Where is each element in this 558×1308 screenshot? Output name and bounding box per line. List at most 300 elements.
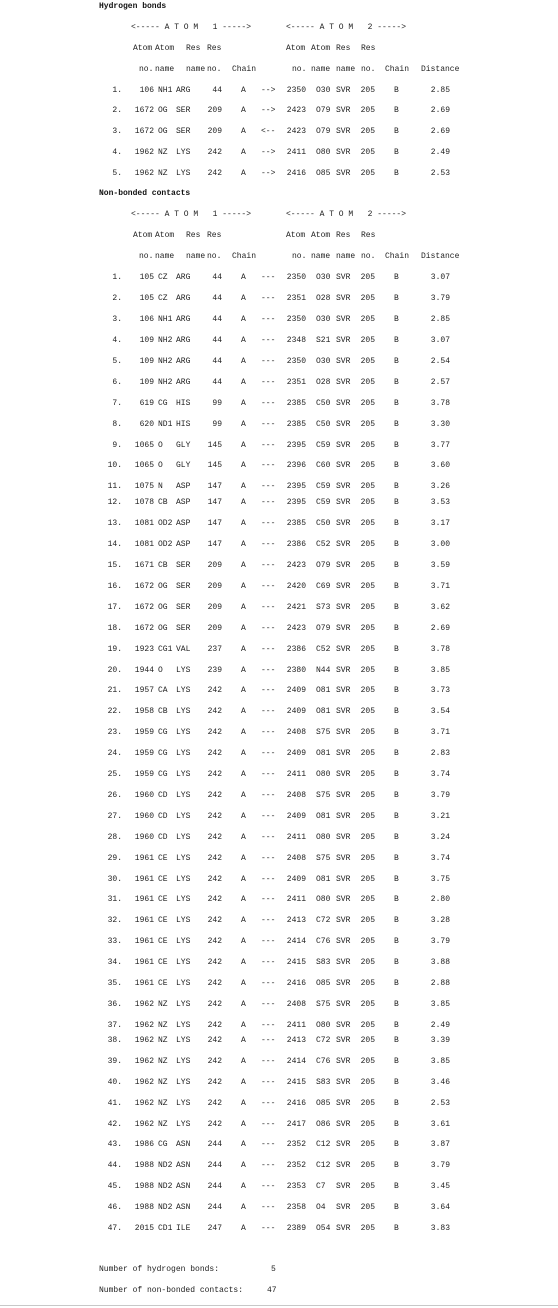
- contact-cell-arrow: ---: [261, 624, 276, 633]
- contact-cell-n: 2.: [112, 294, 122, 303]
- contact-cell-r1: LYS: [176, 979, 191, 988]
- contact-cell-c2: B: [394, 770, 399, 779]
- contact-cell-r1: ASN: [176, 1140, 191, 1149]
- contact-cell-n2: O80: [316, 833, 331, 842]
- contact-cell-d: 3.71: [430, 728, 450, 737]
- col-header-distance: Distance: [421, 65, 460, 74]
- contact-cell-arrow: ---: [261, 1099, 276, 1108]
- contact-cell-r1: ASP: [176, 482, 191, 491]
- contact-cell-rn1: 244: [207, 1203, 222, 1212]
- contact-cell-n2: O28: [316, 294, 331, 303]
- contact-cell-c1: A: [241, 357, 246, 366]
- contact-cell-a2: 2415: [286, 958, 306, 967]
- col-header-name: name: [155, 65, 175, 74]
- contact-cell-c2: B: [394, 378, 399, 387]
- contact-cell-rn1: 147: [207, 498, 222, 507]
- contact-cell-a2: 2423: [286, 561, 306, 570]
- contact-cell-arrow: ---: [261, 937, 276, 946]
- contact-cell-n: 18.: [107, 624, 122, 633]
- contact-cell-n1: O: [158, 441, 163, 450]
- hbond-cell-r1: LYS: [176, 169, 191, 178]
- contact-cell-arrow: ---: [261, 294, 276, 303]
- contact-cell-d: 3.83: [430, 1224, 450, 1233]
- col-header-atom2: Atom: [286, 231, 306, 240]
- contact-cell-n1: NZ: [158, 1099, 168, 1108]
- hbond-cell-r2: SVR: [336, 169, 351, 178]
- contact-cell-c2: B: [394, 498, 399, 507]
- col-header-res-no: Res: [207, 231, 222, 240]
- contact-cell-d: 3.60: [430, 461, 450, 470]
- contact-cell-rn1: 247: [207, 1224, 222, 1233]
- contact-cell-a1: 1075: [134, 482, 154, 491]
- contact-cell-r1: ARG: [176, 357, 191, 366]
- contact-cell-a2: 2385: [286, 399, 306, 408]
- contact-cell-d: 3.64: [430, 1203, 450, 1212]
- contact-cell-d: 3.07: [430, 273, 450, 282]
- contact-cell-n1: CA: [158, 686, 168, 695]
- contact-cell-a1: 106: [139, 315, 154, 324]
- contact-cell-r1: SER: [176, 624, 191, 633]
- atom2-header: <----- A T O M 2 ----->: [286, 23, 407, 32]
- contact-cell-arrow: ---: [261, 666, 276, 675]
- hbond-cell-n1: OG: [158, 127, 168, 136]
- contact-cell-n1: CG: [158, 728, 168, 737]
- contact-cell-n: 11.: [107, 482, 122, 491]
- contact-cell-a1: 1081: [134, 540, 154, 549]
- contact-cell-c1: A: [241, 482, 246, 491]
- contact-cell-d: 3.85: [430, 1000, 450, 1009]
- contact-cell-a2: 2417: [286, 1120, 306, 1129]
- contact-cell-n2: C76: [316, 1057, 331, 1066]
- col-header-distance: Distance: [421, 252, 460, 261]
- hbond-cell-a2: 2411: [286, 148, 306, 157]
- contact-cell-arrow: ---: [261, 357, 276, 366]
- hbond-cell-c1: A: [241, 127, 246, 136]
- contact-cell-r2: SVR: [336, 645, 351, 654]
- contact-cell-r2: SVR: [336, 461, 351, 470]
- contact-cell-rn1: 244: [207, 1182, 222, 1191]
- contact-cell-arrow: ---: [261, 540, 276, 549]
- contact-cell-n2: O81: [316, 707, 331, 716]
- contact-cell-a2: 2413: [286, 916, 306, 925]
- hbond-cell-a1: 1672: [134, 106, 154, 115]
- col-header-resno2: no.: [361, 252, 376, 261]
- contact-cell-c1: A: [241, 378, 246, 387]
- contact-cell-r1: LYS: [176, 728, 191, 737]
- hbond-cell-arrow: -->: [261, 86, 276, 95]
- col-header-name2: name: [311, 252, 331, 261]
- hbond-cell-n2: O80: [316, 148, 331, 157]
- contact-cell-a2: 2423: [286, 624, 306, 633]
- contact-cell-n: 22.: [107, 707, 122, 716]
- contact-cell-rn1: 242: [207, 833, 222, 842]
- contact-cell-a1: 1960: [134, 833, 154, 842]
- contact-cell-r2: SVR: [336, 1057, 351, 1066]
- contact-cell-n: 28.: [107, 833, 122, 842]
- contact-cell-rn2: 205: [360, 273, 375, 282]
- contact-cell-rn1: 147: [207, 540, 222, 549]
- contact-cell-n2: O80: [316, 1021, 331, 1030]
- contact-cell-rn2: 205: [360, 399, 375, 408]
- contact-cell-arrow: ---: [261, 482, 276, 491]
- contact-cell-r2: SVR: [336, 1224, 351, 1233]
- contact-cell-r2: SVR: [336, 1120, 351, 1129]
- hbond-cell-arrow: -->: [261, 148, 276, 157]
- hbond-cell-c2: B: [394, 169, 399, 178]
- contact-cell-r1: SER: [176, 603, 191, 612]
- contact-cell-r2: SVR: [336, 916, 351, 925]
- contact-cell-c1: A: [241, 812, 246, 821]
- contact-cell-n1: CE: [158, 854, 168, 863]
- contact-cell-d: 3.79: [430, 1161, 450, 1170]
- contact-cell-r2: SVR: [336, 624, 351, 633]
- contact-cell-n: 14.: [107, 540, 122, 549]
- contact-cell-n1: CG: [158, 749, 168, 758]
- contact-cell-d: 3.79: [430, 294, 450, 303]
- contact-cell-a2: 2395: [286, 482, 306, 491]
- contact-cell-r2: SVR: [336, 833, 351, 842]
- contact-cell-r2: SVR: [336, 937, 351, 946]
- contact-cell-c1: A: [241, 686, 246, 695]
- contact-cell-rn2: 205: [360, 686, 375, 695]
- contact-cell-rn1: 145: [207, 461, 222, 470]
- hbond-cell-rn2: 205: [360, 106, 375, 115]
- contact-cell-rn2: 205: [360, 1182, 375, 1191]
- contact-cell-rn2: 205: [360, 833, 375, 842]
- contact-cell-a1: 1962: [134, 1000, 154, 1009]
- contact-cell-a2: 2421: [286, 603, 306, 612]
- contact-cell-c1: A: [241, 1120, 246, 1129]
- contact-cell-n2: C72: [316, 916, 331, 925]
- contact-cell-rn1: 242: [207, 1021, 222, 1030]
- contact-cell-a1: 620: [139, 420, 154, 429]
- contact-cell-n1: CD: [158, 812, 168, 821]
- contact-cell-n: 31.: [107, 895, 122, 904]
- contact-cell-r1: ARG: [176, 315, 191, 324]
- contact-cell-n1: OG: [158, 582, 168, 591]
- contact-cell-rn2: 205: [360, 854, 375, 863]
- contact-cell-n2: N44: [316, 666, 331, 675]
- contact-cell-rn1: 209: [207, 603, 222, 612]
- contact-cell-r2: SVR: [336, 1078, 351, 1087]
- hbond-cell-c2: B: [394, 148, 399, 157]
- contact-cell-n: 17.: [107, 603, 122, 612]
- contact-cell-a1: 1672: [134, 603, 154, 612]
- contact-cell-c1: A: [241, 498, 246, 507]
- contact-cell-c2: B: [394, 958, 399, 967]
- contact-cell-a1: 1957: [134, 686, 154, 695]
- hbond-cell-n2: O79: [316, 127, 331, 136]
- contact-cell-n1: N: [158, 482, 163, 491]
- contact-cell-arrow: ---: [261, 519, 276, 528]
- contact-cell-c1: A: [241, 315, 246, 324]
- contact-cell-n2: S75: [316, 791, 331, 800]
- contact-cell-arrow: ---: [261, 791, 276, 800]
- contact-cell-r1: ARG: [176, 294, 191, 303]
- contact-cell-n: 20.: [107, 666, 122, 675]
- contact-cell-n: 27.: [107, 812, 122, 821]
- contact-cell-a2: 2409: [286, 707, 306, 716]
- contact-cell-a1: 2015: [134, 1224, 154, 1233]
- contact-cell-c1: A: [241, 603, 246, 612]
- contact-cell-r1: LYS: [176, 895, 191, 904]
- contact-cell-rn2: 205: [360, 1078, 375, 1087]
- contact-cell-n: 15.: [107, 561, 122, 570]
- contact-cell-n2: O30: [316, 273, 331, 282]
- hbond-cell-n2: O30: [316, 86, 331, 95]
- col-header-res2: Res: [336, 44, 351, 53]
- contact-cell-n: 16.: [107, 582, 122, 591]
- contact-cell-n: 43.: [107, 1140, 122, 1149]
- atom1-header: <----- A T O M 1 ----->: [131, 23, 252, 32]
- atom2-header: <----- A T O M 2 ----->: [286, 210, 407, 219]
- contact-cell-r1: VAL: [176, 645, 191, 654]
- contact-cell-arrow: ---: [261, 1161, 276, 1170]
- contact-cell-n2: S75: [316, 1000, 331, 1009]
- contact-cell-r2: SVR: [336, 728, 351, 737]
- contact-cell-n: 29.: [107, 854, 122, 863]
- hbond-cell-a1: 106: [139, 86, 154, 95]
- hbond-cell-d: 2.85: [430, 86, 450, 95]
- contact-cell-rn1: 242: [207, 958, 222, 967]
- hbond-cell-r1: SER: [176, 106, 191, 115]
- contact-cell-n1: CG: [158, 399, 168, 408]
- contact-cell-rn1: 242: [207, 686, 222, 695]
- contact-cell-a2: 2416: [286, 979, 306, 988]
- col-header-res-no: Res: [207, 44, 222, 53]
- contact-cell-n: 46.: [107, 1203, 122, 1212]
- contact-cell-c2: B: [394, 1203, 399, 1212]
- contact-cell-n1: CD: [158, 833, 168, 842]
- contact-cell-a1: 1672: [134, 624, 154, 633]
- contact-cell-rn2: 205: [360, 1057, 375, 1066]
- contact-cell-n2: S83: [316, 958, 331, 967]
- contact-cell-rn1: 242: [207, 749, 222, 758]
- contact-cell-rn2: 205: [360, 1120, 375, 1129]
- contact-cell-n1: ND2: [158, 1161, 173, 1170]
- contact-cell-n1: NH2: [158, 336, 173, 345]
- contact-cell-a1: 109: [139, 378, 154, 387]
- col-header-resno2: no.: [361, 65, 376, 74]
- contact-cell-rn2: 205: [360, 519, 375, 528]
- contact-cell-a2: 2380: [286, 666, 306, 675]
- contact-cell-a2: 2411: [286, 833, 306, 842]
- contact-cell-c1: A: [241, 1078, 246, 1087]
- contact-cell-r1: LYS: [176, 854, 191, 863]
- contact-cell-c2: B: [394, 294, 399, 303]
- contact-cell-n1: OG: [158, 624, 168, 633]
- contact-cell-rn2: 205: [360, 561, 375, 570]
- contact-cell-r2: SVR: [336, 1182, 351, 1191]
- contact-cell-n: 33.: [107, 937, 122, 946]
- hbond-cell-a2: 2423: [286, 127, 306, 136]
- hbond-cell-n: 2.: [112, 106, 122, 115]
- contact-cell-arrow: ---: [261, 707, 276, 716]
- contact-cell-c1: A: [241, 399, 246, 408]
- contact-cell-r1: ASN: [176, 1203, 191, 1212]
- contact-cell-n1: O: [158, 666, 163, 675]
- contact-cell-a2: 2411: [286, 1021, 306, 1030]
- contact-cell-c2: B: [394, 482, 399, 491]
- contact-cell-a2: 2350: [286, 273, 306, 282]
- contact-cell-r1: LYS: [176, 1000, 191, 1009]
- contact-cell-n1: CE: [158, 958, 168, 967]
- contact-cell-c2: B: [394, 1000, 399, 1009]
- contact-cell-a1: 1081: [134, 519, 154, 528]
- hbond-cell-c1: A: [241, 106, 246, 115]
- contact-cell-d: 2.49: [430, 1021, 450, 1030]
- contact-cell-a1: 1962: [134, 1057, 154, 1066]
- contact-cell-n2: S21: [316, 336, 331, 345]
- contact-cell-r2: SVR: [336, 399, 351, 408]
- contact-cell-c1: A: [241, 895, 246, 904]
- contact-cell-rn1: 242: [207, 707, 222, 716]
- hbonds-count-value: 5: [271, 1265, 276, 1274]
- contact-cell-c2: B: [394, 686, 399, 695]
- hbond-cell-rn2: 205: [360, 169, 375, 178]
- contact-cell-rn2: 205: [360, 770, 375, 779]
- contact-cell-a2: 2420: [286, 582, 306, 591]
- contact-cell-c2: B: [394, 399, 399, 408]
- contact-cell-d: 3.71: [430, 582, 450, 591]
- hbond-cell-arrow: <--: [261, 127, 276, 136]
- contact-cell-arrow: ---: [261, 315, 276, 324]
- hbond-cell-a2: 2416: [286, 169, 306, 178]
- contact-cell-arrow: ---: [261, 645, 276, 654]
- contact-cell-c2: B: [394, 916, 399, 925]
- contact-cell-c1: A: [241, 707, 246, 716]
- contact-cell-r2: SVR: [336, 315, 351, 324]
- contact-cell-rn2: 205: [360, 624, 375, 633]
- contact-cell-r2: SVR: [336, 482, 351, 491]
- contact-cell-a1: 1959: [134, 728, 154, 737]
- contact-cell-r1: LYS: [176, 1078, 191, 1087]
- contact-cell-n1: NZ: [158, 1078, 168, 1087]
- contact-cell-r1: HIS: [176, 420, 191, 429]
- contact-cell-arrow: ---: [261, 561, 276, 570]
- contact-cell-rn2: 205: [360, 1036, 375, 1045]
- contact-cell-r1: LYS: [176, 707, 191, 716]
- contact-cell-d: 2.85: [430, 315, 450, 324]
- contact-cell-c1: A: [241, 1099, 246, 1108]
- contact-cell-rn1: 99: [212, 399, 222, 408]
- contact-cell-n1: CE: [158, 979, 168, 988]
- contact-cell-n: 10.: [107, 461, 122, 470]
- contact-cell-c2: B: [394, 728, 399, 737]
- contact-cell-c2: B: [394, 1182, 399, 1191]
- contact-cell-n1: NH2: [158, 378, 173, 387]
- hbond-cell-d: 2.69: [430, 106, 450, 115]
- contact-cell-r2: SVR: [336, 273, 351, 282]
- contact-cell-n2: C72: [316, 1036, 331, 1045]
- hbond-cell-a2: 2350: [286, 86, 306, 95]
- contact-cell-n2: O28: [316, 378, 331, 387]
- contact-cell-arrow: ---: [261, 273, 276, 282]
- contact-cell-c2: B: [394, 603, 399, 612]
- hbond-cell-n: 4.: [112, 148, 122, 157]
- contact-cell-c2: B: [394, 1120, 399, 1129]
- contact-cell-n2: C60: [316, 461, 331, 470]
- contact-cell-n: 36.: [107, 1000, 122, 1009]
- contact-cell-rn1: 242: [207, 1078, 222, 1087]
- contact-cell-rn1: 44: [212, 357, 222, 366]
- contact-cell-c2: B: [394, 875, 399, 884]
- contact-cell-c1: A: [241, 728, 246, 737]
- contact-cell-c2: B: [394, 540, 399, 549]
- contact-cell-r2: SVR: [336, 1099, 351, 1108]
- contact-cell-n2: C7: [316, 1182, 326, 1191]
- contact-cell-d: 3.74: [430, 770, 450, 779]
- contact-cell-rn1: 147: [207, 482, 222, 491]
- contact-cell-d: 3.54: [430, 707, 450, 716]
- contact-cell-c2: B: [394, 749, 399, 758]
- col-header-resname2: name: [336, 65, 356, 74]
- contact-cell-n: 5.: [112, 357, 122, 366]
- contact-cell-a1: 1959: [134, 770, 154, 779]
- contact-cell-c1: A: [241, 1203, 246, 1212]
- contact-cell-r1: ASN: [176, 1182, 191, 1191]
- contact-cell-a2: 2395: [286, 441, 306, 450]
- contact-cell-n: 37.: [107, 1021, 122, 1030]
- contact-cell-a1: 1958: [134, 707, 154, 716]
- contact-cell-arrow: ---: [261, 916, 276, 925]
- contact-cell-rn1: 242: [207, 812, 222, 821]
- contact-cell-n: 34.: [107, 958, 122, 967]
- contact-cell-rn1: 244: [207, 1161, 222, 1170]
- contact-cell-c1: A: [241, 875, 246, 884]
- contact-cell-c1: A: [241, 273, 246, 282]
- contact-cell-c2: B: [394, 441, 399, 450]
- contact-cell-n1: NZ: [158, 1120, 168, 1129]
- contact-cell-rn1: 44: [212, 378, 222, 387]
- hbond-cell-a1: 1962: [134, 169, 154, 178]
- contact-cell-r1: LYS: [176, 1021, 191, 1030]
- contact-cell-a2: 2413: [286, 1036, 306, 1045]
- contact-cell-c1: A: [241, 833, 246, 842]
- contact-cell-a2: 2408: [286, 1000, 306, 1009]
- hbonds-title: Hydrogen bonds: [99, 2, 167, 11]
- contact-cell-r2: SVR: [336, 958, 351, 967]
- contact-cell-rn2: 205: [360, 707, 375, 716]
- contact-cell-a2: 2396: [286, 461, 306, 470]
- contact-cell-d: 2.83: [430, 749, 450, 758]
- contact-cell-n1: NZ: [158, 1000, 168, 1009]
- contact-cell-n2: C50: [316, 420, 331, 429]
- contact-cell-a1: 1960: [134, 812, 154, 821]
- hbond-cell-rn1: 242: [207, 148, 222, 157]
- contact-cell-d: 3.78: [430, 645, 450, 654]
- contact-cell-c2: B: [394, 707, 399, 716]
- nonbonded-title: Non-bonded contacts: [99, 189, 191, 198]
- contact-cell-n2: C50: [316, 399, 331, 408]
- contact-cell-r1: GLY: [176, 461, 191, 470]
- contact-cell-n2: O81: [316, 686, 331, 695]
- col-header-no: no.: [139, 65, 154, 74]
- contact-cell-n2: O85: [316, 1099, 331, 1108]
- contact-cell-n: 4.: [112, 336, 122, 345]
- contact-cell-r1: ARG: [176, 273, 191, 282]
- contact-cell-n1: NH1: [158, 315, 173, 324]
- contact-cell-c2: B: [394, 461, 399, 470]
- contact-cell-n2: S83: [316, 1078, 331, 1087]
- hbond-cell-rn1: 209: [207, 106, 222, 115]
- contact-cell-n1: ND2: [158, 1203, 173, 1212]
- contact-cell-rn1: 44: [212, 336, 222, 345]
- hbond-cell-r1: SER: [176, 127, 191, 136]
- contact-cell-c1: A: [241, 1224, 246, 1233]
- contact-cell-rn2: 205: [360, 916, 375, 925]
- contact-cell-rn1: 147: [207, 519, 222, 528]
